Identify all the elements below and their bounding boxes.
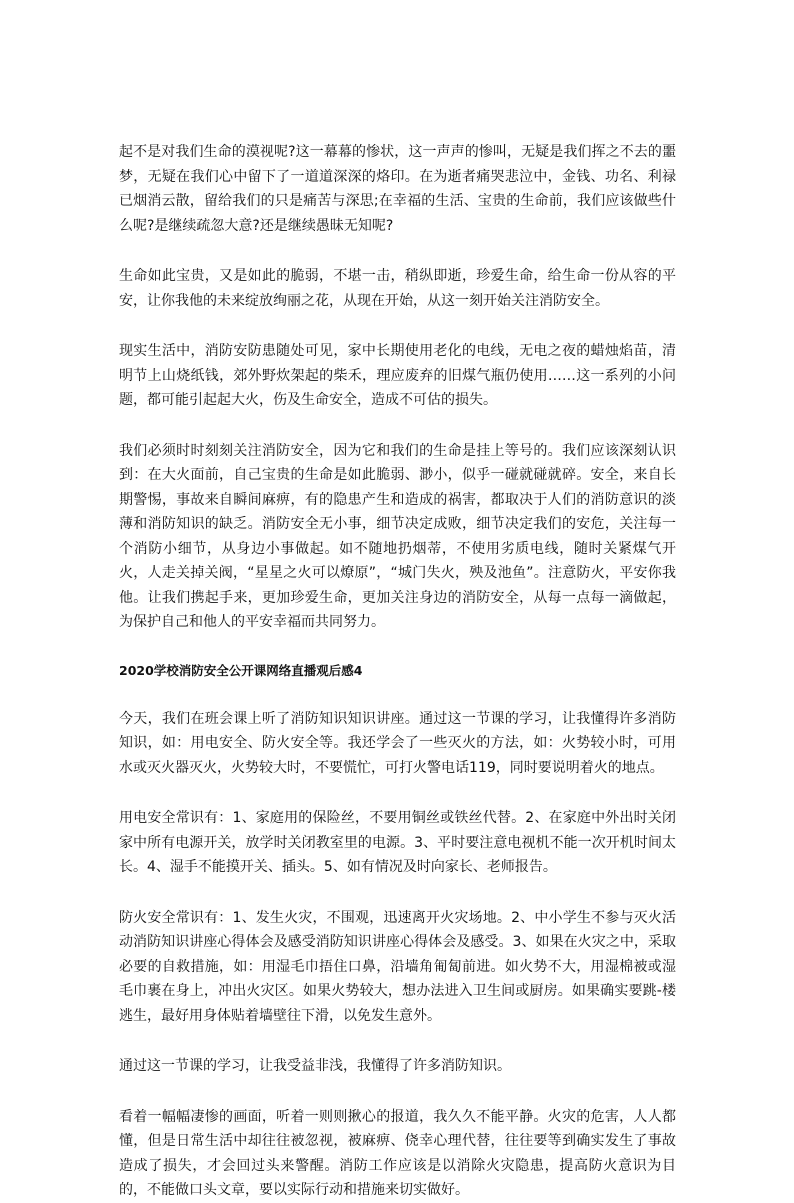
paragraph-4: 我们必须时时刻刻关注消防安全，因为它和我们的生命是挂上等号的。我们应该深刻认识到：在大火面前，自己宝贵的生命是如此脆弱、渺小，似乎一碰就碰就碎。安全，来自长期警惕，事故来自瞬间麻痹，有的隐患产生和造成的祸害，都取决于人们的消防意识的淡薄和消防知识的缺乏。消防安全无小事，细节决定成败，细节决定我们的安危，关注每一个消防小细节，从身边小事做起。如不随地扔烟蒂，不使用劣质电线，随时关紧煤气开火，人走关掉关阀，“星星之火可以燎原”，“城门失火，殃及池鱼”。注意防火，平安你我他。让我们携起手来，更加珍爱生命，更加关注身边的消防安全，从每一点每一滴做起，为保护自己和他人的平安幸福而共同努力。 [119,442,676,630]
section-heading: 2020学校消防安全公开课网络直播观后感4 [119,662,363,678]
paragraph-3: 现实生活中，消防安防患随处可见，家中长期使用老化的电线，无电之夜的蜡烛焰苗，清明节上山烧纸钱，郊外野炊架起的柴禾，理应废弃的旧煤气瓶仍使用……这一系列的小问题，都可能引起起大火，伤及生命安全，造成不可估的损失。 [119,343,676,408]
paragraph-9: 看着一幅幅凄惨的画面，听着一则则揪心的报道，我久久不能平静。火灾的危害，人人都懂，但是日常生活中却往往被忽视，被麻痹、侥幸心理代替，往往要等到确实发生了事故造成了损失，才会回过头来警醒。消防工作应该是以消除火灾隐患，提高防火意识为目的，不能做口头文章，要以实际行动和措施来切实做好。 [119,1108,676,1198]
paragraph-5: 今天，我们在班会课上听了消防知识知识讲座。通过这一节课的学习，让我懂得许多消防知识，如：用电安全、防火安全等。我还学会了一些灭火的方法，如：火势较小时，可用水或灭火器灭火，火势较大时，不要慌忙，可打火警电话119，同时要说明着火的地点。 [119,710,676,776]
paragraph-7: 防火安全常识有：1、发生火灾，不围观，迅速离开火灾场地。2、中小学生不参与灭火活动消防知识讲座心得体会及感受消防知识讲座心得体会及感受。3、如果在火灾之中，采取必要的自救措施，如：用湿毛巾捂住口鼻，沿墙角匍匐前进。如火势不大，用湿棉被或湿毛巾裹在身上，冲出火灾区。如果火势较大，想办法进入卫生间或厨房。如果确实要跳-楼逃生，最好用身体贴着墙壁往下滑，以免发生意外。 [119,909,676,1024]
paragraph-2: 生命如此宝贵，又是如此的脆弱，不堪一击，稍纵即逝，珍爱生命，给生命一份从容的平安，让你我他的未来绽放绚丽之花，从现在开始，从这一刻开始关注消防安全。 [119,268,676,309]
paragraph-8: 通过这一节课的学习，让我受益非浅，我懂得了许多消防知识。 [119,1058,511,1074]
paragraph-1: 起不是对我们生命的漠视呢?这一幕幕的惨状，这一声声的惨叫，无疑是我们挥之不去的噩梦，无疑在我们心中留下了一道道深深的烙印。在为逝者痛哭悲泣中，金钱、功名、利禄已烟消云散，留给我们的只是痛苦与深思;在幸福的生活、宝贵的生命前，我们应该做些什么呢?是继续疏忽大意?还是继续愚昧无知呢? [119,144,676,234]
paragraph-6: 用电安全常识有：1、家庭用的保险丝，不要用铜丝或铁丝代替。2、在家庭中外出时关闭家中所有电源开关，放学时关闭教室里的电源。3、平时要注意电视机不能一次开机时间太长。4、湿手不能摸开关、插头。5、如有情况及时向家长、老师报告。 [119,810,676,875]
